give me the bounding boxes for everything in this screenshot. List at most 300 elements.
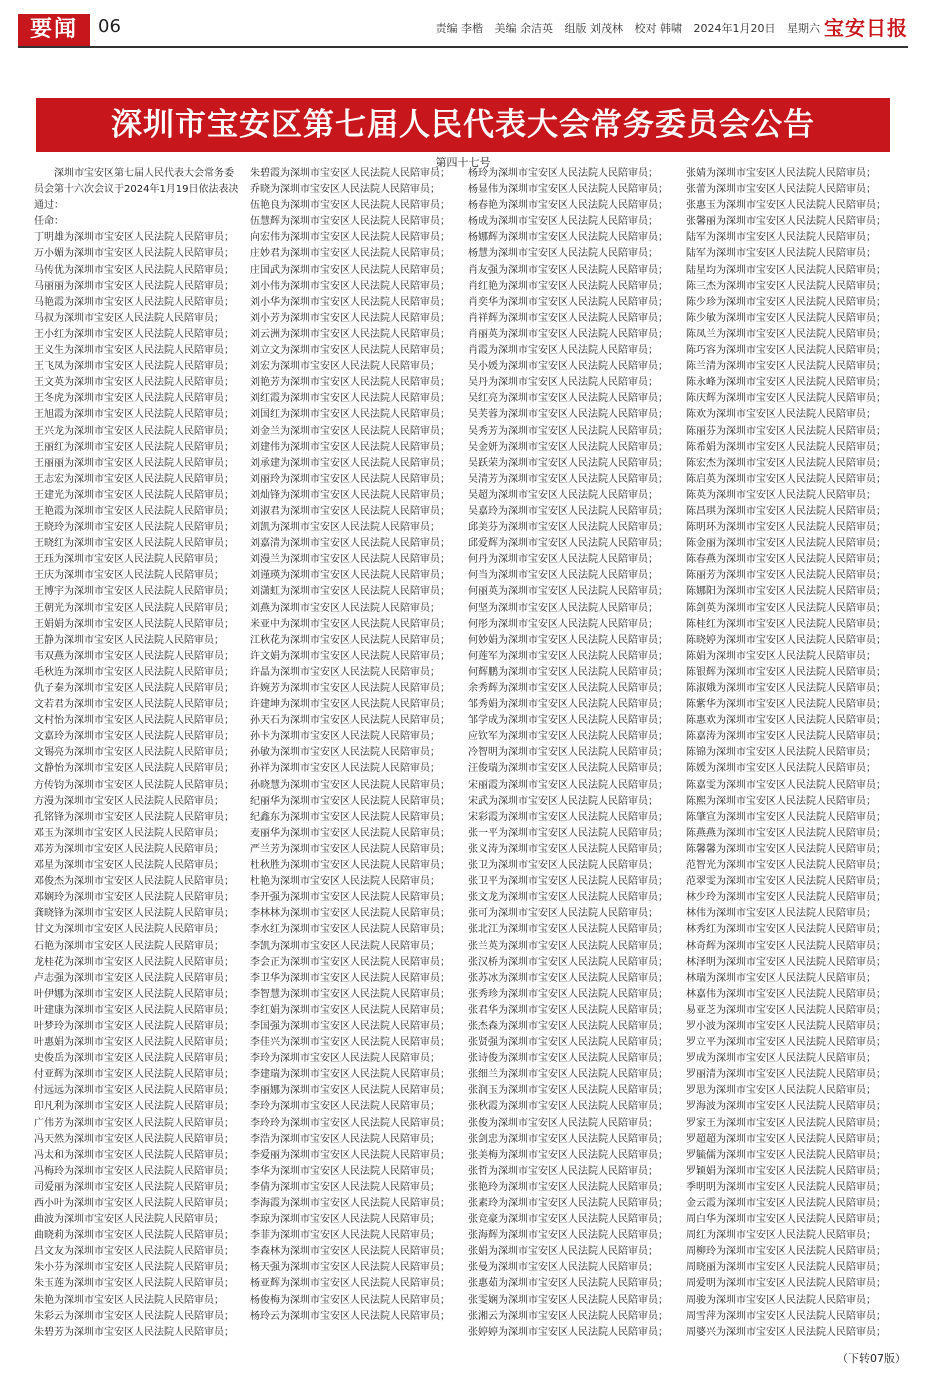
appointment-entry: 叶伊娜为深圳市宝安区人民法院人民陪审员； [34,988,234,1000]
appointment-entry: 陈启英为深圳市宝安区人民法院人民陪审员； [686,473,886,485]
appointment-entry: 李浩为深圳市宝安区人民法院人民陪审员； [250,1133,440,1145]
appointment-entry: 李倩为深圳市宝安区人民法院人民陪审员； [250,1181,440,1193]
appointment-entry: 杨显伟为深圳市宝安区人民法院人民陪审员； [468,184,668,196]
appointment-entry: 李佳兴为深圳市宝安区人民法院人民陪审员； [250,1037,450,1049]
appointment-entry: 林泽明为深圳市宝安区人民法院人民陪审员； [686,956,886,968]
appointment-entry: 刘云洲为深圳市宝安区人民法院人民陪审员； [250,328,450,340]
text-column-4 [686,166,892,1348]
appointment-entry: 万小媚为深圳市宝安区人民法院人民陪审员； [34,248,234,260]
appointment-entry: 王飞凤为深圳市宝安区人民法院人民陪审员； [34,361,234,373]
appointment-entry: 马传优为深圳市宝安区人民法院人民陪审员； [34,264,234,276]
appointment-entry: 周婆兴为深圳市宝安区人民法院人民陪审员； [686,1326,886,1338]
page-number: 06 [98,16,121,37]
appointment-entry: 李丽娜为深圳市宝安区人民法院人民陪审员； [250,1085,450,1097]
appointment-entry: 马叔为深圳市宝安区人民法院人民陪审员； [34,312,224,324]
appointment-entry: 刘凯为深圳市宝安区人民法院人民陪审员； [250,522,440,534]
appointment-entry: 陈英为深圳市宝安区人民法院人民陪审员； [686,489,876,501]
appointment-entry: 周柳玲为深圳市宝安区人民法院人民陪审员； [686,1246,886,1258]
appointment-entry: 杜秋胜为深圳市宝安区人民法院人民陪审员； [250,860,450,872]
appointment-entry: 刘小华为深圳市宝安区人民法院人民陪审员； [250,296,450,308]
appointment-entry: 李红娟为深圳市宝安区人民法院人民陪审员； [250,1004,450,1016]
appointment-entry: 陈春燕为深圳市宝安区人民法院人民陪审员； [686,554,886,566]
appointment-entry: 张俊为深圳市宝安区人民法院人民陪审员； [468,1117,658,1129]
appointment-entry: 陈惠欢为深圳市宝安区人民法院人民陪审员； [686,715,886,727]
appointment-entry: 刘小芳为深圳市宝安区人民法院人民陪审员； [250,312,450,324]
appointment-entry: 文若君为深圳市宝安区人民法院人民陪审员； [34,699,234,711]
appointment-entry: 邹学成为深圳市宝安区人民法院人民陪审员； [468,715,668,727]
appointment-entry: 金云霞为深圳市宝安区人民法院人民陪审员； [686,1198,886,1209]
appointment-entry: 何丽英为深圳市宝安区人民法院人民陪审员； [468,586,668,598]
appointment-entry: 米亚中为深圳市宝安区人民法院人民陪审员； [250,618,450,630]
appointment-entry: 史俊岳为深圳市宝安区人民法院人民陪审员； [34,1053,234,1065]
appointment-entry: 刘建伟为深圳市宝安区人民法院人民陪审员； [250,441,450,453]
appointment-entry: 陈宏杰为深圳市宝安区人民法院人民陪审员； [686,457,886,469]
appointment-entry: 罗思为深圳市宝安区人民法院人民陪审员； [686,1085,876,1097]
appointment-entry: 孙卡为深圳市宝安区人民法院人民陪审员； [250,731,440,743]
appointment-entry: 张惠茹为深圳市宝安区人民法院人民陪审员； [468,1278,668,1290]
appointment-entry: 刘艳芳为深圳市宝安区人民法院人民陪审员； [250,377,450,389]
appointment-entry: 龚晓锋为深圳市宝安区人民法院人民陪审员； [34,908,234,920]
designer-credit: 美编 余洁英 [494,22,553,35]
appointment-entry: 李卫华为深圳市宝安区人民法院人民陪审员； [250,972,450,984]
appointment-entry: 张海辉为深圳市宝安区人民法院人民陪审员； [468,1230,668,1242]
appointment-entry: 何丹为深圳市宝安区人民法院人民陪审员； [468,554,658,566]
appointment-entry: 李玲为深圳市宝安区人民法院人民陪审员； [250,1101,440,1113]
appointment-entry: 陈燕燕为深圳市宝安区人民法院人民陪审员； [686,827,886,839]
appointment-entry: 张婧为深圳市宝安区人民法院人民陪审员； [686,168,876,179]
appointment-entry: 张北江为深圳市宝安区人民法院人民陪审员； [468,924,668,936]
appointment-entry: 张杰森为深圳市宝安区人民法院人民陪审员； [468,1020,668,1032]
appointment-entry: 刘谨瑛为深圳市宝安区人民法院人民陪审员； [250,570,450,582]
appointment-entry: 刘丽玲为深圳市宝安区人民法院人民陪审员； [250,473,450,485]
appointment-entry: 王义生为深圳市宝安区人民法院人民陪审员； [34,345,234,357]
appointment-entry: 李会正为深圳市宝安区人民法院人民陪审员； [250,956,450,968]
appointment-entry: 应钦军为深圳市宝安区人民法院人民陪审员； [468,731,668,743]
appointment-entry: 方漫为深圳市宝安区人民法院人民陪审员； [34,795,224,807]
appointment-entry: 王丽丽为深圳市宝安区人民法院人民陪审员； [34,457,234,469]
appointment-entry: 曲波为深圳市宝安区人民法院人民陪审员； [34,1214,224,1226]
appointment-entry: 范智光为深圳市宝安区人民法院人民陪审员； [686,860,886,872]
appoint-label: 任命： [34,216,64,228]
appointment-entry: 周红为深圳市宝安区人民法院人民陪审员； [686,1230,876,1242]
appointment-entry: 何辉鹏为深圳市宝安区人民法院人民陪审员； [468,666,668,678]
appointment-entry: 文锡亮为深圳市宝安区人民法院人民陪审员； [34,747,234,759]
appointment-entry: 罗海波为深圳市宝安区人民法院人民陪审员； [686,1101,886,1113]
appointment-entry: 李玲为深圳市宝安区人民法院人民陪审员； [250,1053,440,1065]
appointment-entry: 陈娟为深圳市宝安区人民法院人民陪审员； [686,650,876,662]
appointment-entry: 张卫为深圳市宝安区人民法院人民陪审员； [468,860,658,872]
appointment-entry: 陈晓婷为深圳市宝安区人民法院人民陪审员； [686,634,886,646]
proofreader-credit: 校对 韩啸 [634,22,682,35]
appointment-entry: 许建坤为深圳市宝安区人民法院人民陪审员； [250,699,450,711]
appointment-entry: 陈永峰为深圳市宝安区人民法院人民陪审员； [686,377,886,389]
appointment-entry: 张可为深圳市宝安区人民法院人民陪审员； [468,908,658,920]
appointment-entry: 陈娜阳为深圳市宝安区人民法院人民陪审员； [686,586,886,598]
appointment-entry: 付远远为深圳市宝安区人民法院人民陪审员； [34,1085,234,1097]
appointment-entry: 陈昌琪为深圳市宝安区人民法院人民陪审员； [686,505,886,517]
appointment-entry: 伍艳良为深圳市宝安区人民法院人民陪审员； [250,200,450,212]
appointment-entry: 陈希娟为深圳市宝安区人民法院人民陪审员； [686,441,886,453]
appointment-entry: 李开强为深圳市宝安区人民法院人民陪审员； [250,892,450,904]
appointment-entry: 张卫平为深圳市宝安区人民法院人民陪审员； [468,876,668,888]
appointment-entry: 张惠玉为深圳市宝安区人民法院人民陪审员； [686,200,886,212]
appointment-entry: 许婉芳为深圳市宝安区人民法院人民陪审员； [250,683,450,694]
appointment-entry: 伍慧辉为深圳市宝安区人民法院人民陪审员； [250,216,450,228]
appointment-entry: 吴清芳为深圳市宝安区人民法院人民陪审员； [468,473,668,485]
appointment-entry: 张一平为深圳市宝安区人民法院人民陪审员； [468,827,668,839]
appointment-entry: 陈少珍为深圳市宝安区人民法院人民陪审员； [686,296,886,308]
appointment-entry: 张娟为深圳市宝安区人民法院人民陪审员； [468,1246,658,1258]
appointment-entry: 何彤为深圳市宝安区人民法院人民陪审员； [468,618,658,630]
appointment-entry: 张义涛为深圳市宝安区人民法院人民陪审员； [468,843,668,855]
appointment-entry: 毛秋连为深圳市宝安区人民法院人民陪审员； [34,666,234,678]
appointment-entry: 陈桂红为深圳市宝安区人民法院人民陪审员； [686,618,886,630]
appointment-entry: 范翠雯为深圳市宝安区人民法院人民陪审员； [686,876,886,888]
appointment-entry: 陈巧容为深圳市宝安区人民法院人民陪审员； [686,345,886,357]
appointment-entry: 杨娜辉为深圳市宝安区人民法院人民陪审员； [468,232,668,244]
appointment-entry: 印凡利为深圳市宝安区人民法院人民陪审员； [34,1101,234,1113]
appointment-entry: 王文英为深圳市宝安区人民法院人民陪审员； [34,377,234,389]
appointment-entry: 文静怡为深圳市宝安区人民法院人民陪审员； [34,763,234,775]
continued-note: （下转07版） [837,1352,906,1365]
appointment-entry: 朱玉莲为深圳市宝安区人民法院人民陪审员； [34,1278,234,1290]
text-column-3 [468,166,674,1348]
appointment-entry: 杨玲为深圳市宝安区人民法院人民陪审员； [468,168,658,179]
appointment-entry: 吕文友为深圳市宝安区人民法院人民陪审员； [34,1246,234,1258]
announcement-number: 第四十七号 [435,156,491,169]
appointment-entry: 曲晓莉为深圳市宝安区人民法院人民陪审员； [34,1230,234,1242]
header-divider [18,46,908,48]
appointment-entry: 朱艳为深圳市宝安区人民法院人民陪审员； [34,1294,224,1306]
appointment-entry: 陈熙为深圳市宝安区人民法院人民陪审员； [686,795,876,807]
appointment-entry: 杨玲云为深圳市宝安区人民法院人民陪审员； [250,1310,450,1322]
appointment-entry: 许晶为深圳市宝安区人民法院人民陪审员； [250,666,440,678]
appointment-entry: 杨春艳为深圳市宝安区人民法院人民陪审员； [468,200,668,212]
appointment-entry: 刘红霞为深圳市宝安区人民法院人民陪审员； [250,393,450,405]
appointment-entry: 陈明环为深圳市宝安区人民法院人民陪审员； [686,522,886,534]
appointment-entry: 李琼为深圳市宝安区人民法院人民陪审员； [250,1214,440,1226]
appointment-entry: 张雯娴为深圳市宝安区人民法院人民陪审员； [468,1294,668,1306]
editor-credit: 责编 李楷 [435,22,483,35]
appointment-entry: 林秀红为深圳市宝安区人民法院人民陪审员； [686,924,886,936]
appointment-entry: 陈三杰为深圳市宝安区人民法院人民陪审员； [686,280,886,292]
appointment-entry: 余秀辉为深圳市宝安区人民法院人民陪审员； [468,683,668,694]
appointment-entry: 邓芳为深圳市宝安区人民法院人民陪审员； [34,843,224,855]
appointment-entry: 冷智明为深圳市宝安区人民法院人民陪审员； [468,747,668,759]
appointment-entry: 张竞豪为深圳市宝安区人民法院人民陪审员； [468,1214,668,1226]
appointment-entry: 文嘉玲为深圳市宝安区人民法院人民陪审员； [34,731,234,743]
appointment-entry: 何当为深圳市宝安区人民法院人民陪审员； [468,570,658,582]
appointment-entry: 吴丹为深圳市宝安区人民法院人民陪审员； [468,377,658,389]
appointment-entry: 李林林为深圳市宝安区人民法院人民陪审员； [250,908,450,920]
appointment-entry: 庄妙君为深圳市宝安区人民法院人民陪审员； [250,248,450,260]
appointment-entry: 张苏冰为深圳市宝安区人民法院人民陪审员； [468,972,668,984]
appointment-entry: 陈银辉为深圳市宝安区人民法院人民陪审员； [686,666,886,678]
appointment-entry: 叶建康为深圳市宝安区人民法院人民陪审员； [34,1004,234,1016]
appointment-entry: 何莲军为深圳市宝安区人民法院人民陪审员； [468,650,668,662]
appointment-entry: 张美梅为深圳市宝安区人民法院人民陪审员； [468,1149,668,1161]
appointment-entry: 杨俊梅为深圳市宝安区人民法院人民陪审员； [250,1294,450,1306]
appointment-entry: 王小红为深圳市宝安区人民法院人民陪审员； [34,328,234,340]
appointment-entry: 张哲为深圳市宝安区人民法院人民陪审员； [468,1165,658,1177]
appointment-entry: 陈少敏为深圳市宝安区人民法院人民陪审员； [686,312,886,324]
appointment-entry: 周雪萍为深圳市宝安区人民法院人民陪审员； [686,1310,886,1322]
appointment-entry: 王朝光为深圳市宝安区人民法院人民陪审员； [34,602,234,614]
appointment-entry: 广伟芳为深圳市宝安区人民法院人民陪审员； [34,1117,234,1129]
appointment-entry: 冯梅玲为深圳市宝安区人民法院人民陪审员； [34,1165,234,1177]
appointment-entry: 吴跃荣为深圳市宝安区人民法院人民陪审员； [468,457,668,469]
appointment-entry: 王晓红为深圳市宝安区人民法院人民陪审员； [34,538,234,550]
appointment-entry: 张湘云为深圳市宝安区人民法院人民陪审员； [468,1310,668,1322]
appointment-entry: 向宏伟为深圳市宝安区人民法院人民陪审员； [250,232,450,244]
appointment-entry: 王晓玲为深圳市宝安区人民法院人民陪审员； [34,522,234,534]
appointment-entry: 林奇辉为深圳市宝安区人民法院人民陪审员； [686,940,886,952]
appointment-entry: 林嘉伟为深圳市宝安区人民法院人民陪审员； [686,988,886,1000]
appointment-entry: 吴嘉玲为深圳市宝安区人民法院人民陪审员； [468,505,668,517]
appointment-entry: 刘淑君为深圳市宝安区人民法院人民陪审员； [250,505,450,517]
appointment-entry: 陈嘉涛为深圳市宝安区人民法院人民陪审员； [686,731,886,743]
appointment-entry: 张文龙为深圳市宝安区人民法院人民陪审员； [468,892,668,904]
appointment-entry: 肖奕华为深圳市宝安区人民法院人民陪审员； [468,296,668,308]
appointment-entry: 王娟娟为深圳市宝安区人民法院人民陪审员； [34,618,234,630]
announcement-body [34,166,894,1348]
issue-date: 2024年1月20日 [693,22,776,35]
appointment-entry: 严兰芳为深圳市宝安区人民法院人民陪审员； [250,843,450,855]
appointment-entry: 陈嘉雯为深圳市宝安区人民法院人民陪审员； [686,779,886,791]
appointment-entry: 丁明雄为深圳市宝安区人民法院人民陪审员； [34,232,234,244]
appointment-entry: 吴秀芳为深圳市宝安区人民法院人民陪审员； [468,425,668,437]
appointment-entry: 张馨丽为深圳市宝安区人民法院人民陪审员； [686,216,886,228]
appointment-entry: 陈肇宣为深圳市宝安区人民法院人民陪审员； [686,811,886,823]
appointment-entry: 甘文为深圳市宝安区人民法院人民陪审员； [34,924,224,936]
appointment-entry: 李建瑞为深圳市宝安区人民法院人民陪审员； [250,1069,450,1081]
appointment-entry: 张剑忠为深圳市宝安区人民法院人民陪审员； [468,1133,668,1145]
appointment-entry: 张蕾为深圳市宝安区人民法院人民陪审员； [686,184,876,196]
appointment-entry: 麦丽华为深圳市宝安区人民法院人民陪审员； [250,827,450,839]
appointment-entry: 孔铭锋为深圳市宝安区人民法院人民陪审员； [34,811,234,823]
appointment-entry: 王旭霞为深圳市宝安区人民法院人民陪审员； [34,409,234,421]
appointment-entry: 陈锦为深圳市宝安区人民法院人民陪审员； [686,747,876,759]
appointment-entry: 吴芙蓉为深圳市宝安区人民法院人民陪审员； [468,409,668,421]
appointment-entry: 付亚辉为深圳市宝安区人民法院人民陪审员； [34,1069,234,1081]
appointment-entry: 宋武为深圳市宝安区人民法院人民陪审员； [468,795,658,807]
appointment-entry: 陈紫华为深圳市宝安区人民法院人民陪审员； [686,699,886,711]
appointment-entry: 朱碧芳为深圳市宝安区人民法院人民陪审员； [34,1326,234,1338]
appointment-entry: 罗家王为深圳市宝安区人民法院人民陪审员； [686,1117,886,1129]
appointment-entry: 张曼为深圳市宝安区人民法院人民陪审员； [468,1262,658,1274]
appointment-entry: 张兰英为深圳市宝安区人民法院人民陪审员； [468,940,668,952]
appointment-entry: 朱小芬为深圳市宝安区人民法院人民陪审员； [34,1262,234,1274]
appointment-entry: 肖友强为深圳市宝安区人民法院人民陪审员； [468,264,668,276]
appointment-entry: 张贤强为深圳市宝安区人民法院人民陪审员； [468,1037,668,1049]
appointment-entry: 杨亚辉为深圳市宝安区人民法院人民陪审员； [250,1278,450,1290]
appointment-entry: 吴超为深圳市宝安区人民法院人民陪审员； [468,489,658,501]
appointment-entry: 陆星均为深圳市宝安区人民法院人民陪审员； [686,264,886,276]
appointment-entry: 罗毓儒为深圳市宝安区人民法院人民陪审员； [686,1149,886,1161]
appointment-entry: 罗超超为深圳市宝安区人民法院人民陪审员； [686,1133,886,1145]
appointment-entry: 陆军为深圳市宝安区人民法院人民陪审员； [686,232,876,244]
appointment-entry: 王静为深圳市宝安区人民法院人民陪审员； [34,634,224,646]
text-column-1 [34,166,240,1348]
appointment-entry: 肖丽英为深圳市宝安区人民法院人民陪审员； [468,328,668,340]
appointment-entry: 王庆为深圳市宝安区人民法院人民陪审员； [34,570,224,582]
appointment-entry: 罗成为深圳市宝安区人民法院人民陪审员； [686,1053,876,1065]
appointment-entry: 张君华为深圳市宝安区人民法院人民陪审员； [468,1004,668,1016]
appointment-entry: 王博宇为深圳市宝安区人民法院人民陪审员； [34,586,234,598]
appointment-entry: 邓俊杰为深圳市宝安区人民法院人民陪审员； [34,876,234,888]
appointment-entry: 杨慧为深圳市宝安区人民法院人民陪审员； [468,248,658,260]
appointment-entry: 刘承建为深圳市宝安区人民法院人民陪审员； [250,457,450,469]
appointment-entry: 冯太和为深圳市宝安区人民法院人民陪审员； [34,1149,234,1161]
appointment-entry: 庄国武为深圳市宝安区人民法院人民陪审员； [250,264,450,276]
appointment-entry: 江秋花为深圳市宝安区人民法院人民陪审员； [250,634,450,646]
appointment-entry: 张秀珍为深圳市宝安区人民法院人民陪审员； [468,988,668,1000]
appointment-entry: 罗颖娟为深圳市宝安区人民法院人民陪审员； [686,1165,886,1177]
appointment-entry: 许文娟为深圳市宝安区人民法院人民陪审员； [250,650,450,662]
appointment-entry: 张艳玲为深圳市宝安区人民法院人民陪审员； [468,1181,668,1193]
newspaper-masthead: 宝安日报 [824,16,908,40]
appointment-entry: 刘灿锋为深圳市宝安区人民法院人民陪审员； [250,489,450,501]
intro-paragraph: 深圳市宝安区第七届人民代表大会常务委员会第十六次会议于2024年1月19日依法表决通过： [34,168,239,212]
announcement-title: 深圳市宝安区第七届人民代表大会常务委员会公告 [36,98,890,152]
appointment-entry: 陈凤兰为深圳市宝安区人民法院人民陪审员； [686,328,886,340]
appointment-entry: 陈丽芬为深圳市宝安区人民法院人民陪审员； [686,425,886,437]
appointment-entry: 邓玉为深圳市宝安区人民法院人民陪审员； [34,827,224,839]
appointment-entry: 刘小伟为深圳市宝安区人民法院人民陪审员； [250,280,450,292]
appointment-entry: 张汉桥为深圳市宝安区人民法院人民陪审员； [468,956,668,968]
staff-credits [428,20,821,36]
appointment-entry: 陈丽芳为深圳市宝安区人民法院人民陪审员； [686,570,886,582]
appointment-entry: 刘嘉清为深圳市宝安区人民法院人民陪审员； [250,538,450,550]
appointment-entry: 刘漫兰为深圳市宝安区人民法院人民陪审员； [250,554,450,566]
appointment-entry: 马艳霞为深圳市宝安区人民法院人民陪审员； [34,296,234,308]
appointment-entry: 石艳为深圳市宝安区人民法院人民陪审员； [34,940,224,952]
appointment-entry: 王艳霞为深圳市宝安区人民法院人民陪审员； [34,505,234,517]
appointment-entry: 马丽丽为深圳市宝安区人民法院人民陪审员； [34,280,234,292]
appointment-entry: 刘国红为深圳市宝安区人民法院人民陪审员； [250,409,450,421]
appointment-entry: 李水红为深圳市宝安区人民法院人民陪审员； [250,924,450,936]
appointment-entry: 陈金丽为深圳市宝安区人民法院人民陪审员； [686,538,886,550]
text-column-2 [250,166,456,1348]
appointment-entry: 王珏为深圳市宝安区人民法院人民陪审员； [34,554,224,566]
appointment-entry: 朱彩云为深圳市宝安区人民法院人民陪审员； [34,1310,234,1322]
appointment-entry: 仇子秦为深圳市宝安区人民法院人民陪审员； [34,683,234,694]
appointment-entry: 何坚为深圳市宝安区人民法院人民陪审员； [468,602,658,614]
appointment-entry: 张婷婷为深圳市宝安区人民法院人民陪审员； [468,1326,668,1338]
appointment-entry: 李凯为深圳市宝安区人民法院人民陪审员； [250,940,440,952]
appointment-entry: 周晓丽为深圳市宝安区人民法院人民陪审员； [686,1262,886,1274]
appointment-entry: 张细兰为深圳市宝安区人民法院人民陪审员； [468,1069,668,1081]
appointment-entry: 方传钧为深圳市宝安区人民法院人民陪审员； [34,779,234,791]
appointment-entry: 韦双燕为深圳市宝安区人民法院人民陪审员； [34,650,234,662]
appointment-entry: 李智慧为深圳市宝安区人民法院人民陪审员； [250,988,450,1000]
appointment-entry: 王冬虎为深圳市宝安区人民法院人民陪审员； [34,393,234,405]
appointment-entry: 林瑞为深圳市宝安区人民法院人民陪审员； [686,972,876,984]
appointment-entry: 邓娴玲为深圳市宝安区人民法院人民陪审员； [34,892,234,904]
appointment-entry: 吴红亮为深圳市宝安区人民法院人民陪审员； [468,393,668,405]
page-header [18,14,908,48]
section-badge: 要闻 [18,14,90,46]
appointment-entry: 吴金妍为深圳市宝安区人民法院人民陪审员； [468,441,668,453]
appointment-entry: 张素玲为深圳市宝安区人民法院人民陪审员； [468,1198,668,1209]
appointment-entry: 季明明为深圳市宝安区人民法院人民陪审员； [686,1181,886,1193]
appointment-entry: 龙桂花为深圳市宝安区人民法院人民陪审员； [34,956,234,968]
appointment-entry: 刘燕为深圳市宝安区人民法院人民陪审员； [250,602,440,614]
appointment-entry: 朱碧霞为深圳市宝安区人民法院人民陪审员； [250,168,450,179]
appointment-entry: 陈欢为深圳市宝安区人民法院人民陪审员； [686,409,876,421]
appointment-entry: 汪俊瑞为深圳市宝安区人民法院人民陪审员； [468,763,668,775]
appointment-entry: 王兴龙为深圳市宝安区人民法院人民陪审员； [34,425,234,437]
appointment-entry: 陆军为深圳市宝安区人民法院人民陪审员； [686,248,876,260]
appointment-entry: 纪丽华为深圳市宝安区人民法院人民陪审员； [250,795,450,807]
appointment-entry: 陈庆辉为深圳市宝安区人民法院人民陪审员； [686,393,886,405]
appointment-entry: 罗立平为深圳市宝安区人民法院人民陪审员； [686,1037,886,1049]
appointment-entry: 周爱明为深圳市宝安区人民法院人民陪审员； [686,1278,886,1290]
appointment-entry: 孙敏为深圳市宝安区人民法院人民陪审员； [250,747,440,759]
appointment-entry: 林伟为深圳市宝安区人民法院人民陪审员； [686,908,876,920]
appointment-entry: 李华为深圳市宝安区人民法院人民陪审员； [250,1165,440,1177]
appointment-entry: 李菲为深圳市宝安区人民法院人民陪审员； [250,1230,440,1242]
appointment-entry: 刘立文为深圳市宝安区人民法院人民陪审员； [250,345,450,357]
appointment-entry: 西小叶为深圳市宝安区人民法院人民陪审员； [34,1198,234,1209]
appointment-entry: 宋丽霞为深圳市宝安区人民法院人民陪审员； [468,779,668,791]
appointment-entry: 司爱丽为深圳市宝安区人民法院人民陪审员； [34,1181,234,1193]
appointment-entry: 吴小媛为深圳市宝安区人民法院人民陪审员； [468,361,668,373]
appointment-entry: 林少玲为深圳市宝安区人民法院人民陪审员； [686,892,886,904]
appointment-entry: 王志宏为深圳市宝安区人民法院人民陪审员； [34,473,234,485]
appointment-entry: 刘金兰为深圳市宝安区人民法院人民陪审员； [250,425,450,437]
appointment-entry: 李爱丽为深圳市宝安区人民法院人民陪审员； [250,1149,450,1161]
appointment-entry: 叶惠娟为深圳市宝安区人民法院人民陪审员； [34,1037,234,1049]
appointment-entry: 罗丽清为深圳市宝安区人民法院人民陪审员； [686,1069,886,1081]
appointment-entry: 刘潇虹为深圳市宝安区人民法院人民陪审员； [250,586,450,598]
appointment-entry: 王丽红为深圳市宝安区人民法院人民陪审员； [34,441,234,453]
appointment-entry: 张润玉为深圳市宝安区人民法院人民陪审员； [468,1085,668,1097]
appointment-entry: 杜艳为深圳市宝安区人民法院人民陪审员； [250,876,440,888]
appointment-entry: 张秋霞为深圳市宝安区人民法院人民陪审员； [468,1101,668,1113]
appointment-entry: 肖红艳为深圳市宝安区人民法院人民陪审员； [468,280,668,292]
appointment-entry: 邹秀娟为深圳市宝安区人民法院人民陪审员； [468,699,668,711]
appointment-entry: 陈兰清为深圳市宝安区人民法院人民陪审员； [686,361,886,373]
appointment-entry: 叶梦玲为深圳市宝安区人民法院人民陪审员； [34,1020,234,1032]
appointment-entry: 孙晓慧为深圳市宝安区人民法院人民陪审员； [250,779,450,791]
appointment-entry: 卢志强为深圳市宝安区人民法院人民陪审员； [34,972,234,984]
appointment-entry: 邓星为深圳市宝安区人民法院人民陪审员； [34,860,224,872]
appointment-entry: 罗小波为深圳市宝安区人民法院人民陪审员； [686,1020,886,1032]
appointment-entry: 乔晓为深圳市宝安区人民法院人民陪审员； [250,184,440,196]
appointment-entry: 何妙娟为深圳市宝安区人民法院人民陪审员； [468,634,668,646]
appointment-entry: 纪鑫东为深圳市宝安区人民法院人民陪审员； [250,811,450,823]
appointment-entry: 王建光为深圳市宝安区人民法院人民陪审员； [34,489,234,501]
appointment-entry: 杨天强为深圳市宝安区人民法院人民陪审员； [250,1262,450,1274]
appointment-entry: 易亚芝为深圳市宝安区人民法院人民陪审员； [686,1004,886,1016]
appointment-entry: 文村怡为深圳市宝安区人民法院人民陪审员； [34,715,234,727]
appointment-entry: 杨成为深圳市宝安区人民法院人民陪审员； [468,216,658,228]
appointment-entry: 陈淑娥为深圳市宝安区人民法院人民陪审员； [686,683,886,694]
appointment-entry: 冯天然为深圳市宝安区人民法院人民陪审员； [34,1133,234,1145]
appointment-entry: 肖祥辉为深圳市宝安区人民法院人民陪审员； [468,312,668,324]
appointment-entry: 李森林为深圳市宝安区人民法院人民陪审员； [250,1246,450,1258]
appointment-entry: 周白华为深圳市宝安区人民法院人民陪审员； [686,1214,886,1226]
appointment-entry: 张诗俊为深圳市宝安区人民法院人民陪审员； [468,1053,668,1065]
appointment-entry: 陈剑英为深圳市宝安区人民法院人民陪审员； [686,602,886,614]
appointment-entry: 李国强为深圳市宝安区人民法院人民陪审员； [250,1020,450,1032]
appointment-entry: 李海霞为深圳市宝安区人民法院人民陪审员； [250,1198,450,1209]
appointment-entry: 孙天石为深圳市宝安区人民法院人民陪审员； [250,715,450,727]
appointment-entry: 陈媛为深圳市宝安区人民法院人民陪审员； [686,763,876,775]
appointment-entry: 邱爱辉为深圳市宝安区人民法院人民陪审员； [468,538,668,550]
appointment-entry: 肖霞为深圳市宝安区人民法院人民陪审员； [468,345,658,357]
